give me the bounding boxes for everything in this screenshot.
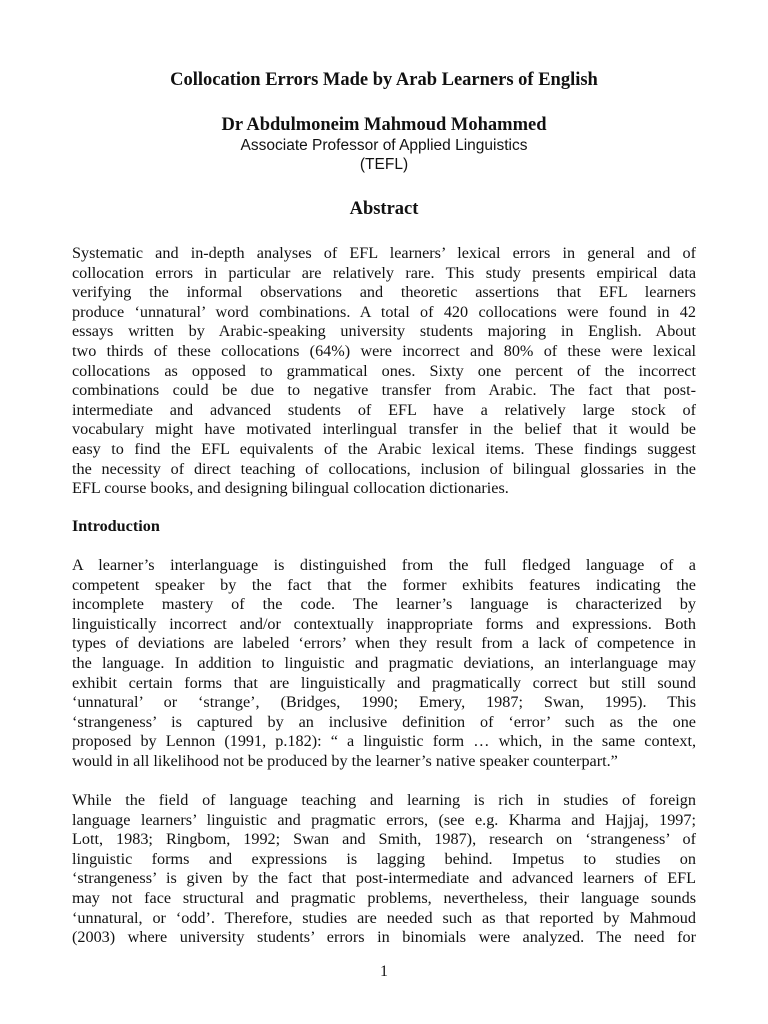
author-name: Dr Abdulmoneim Mahmoud Mohammed bbox=[221, 115, 547, 135]
text-line: ‘strangeness’ is captured by an inclusive definition of ‘error’ such as the one bbox=[72, 712, 696, 731]
text-line: While the field of language teaching and learning is rich in studies of foreign bbox=[72, 791, 696, 809]
text-line: combinations could be due to negative transfer from Arabic. The fact that post- bbox=[72, 381, 696, 400]
text-line: the language. In addition to linguistic and pragmatic deviations, an interlanguage may bbox=[72, 653, 696, 672]
affiliation-line: (TEFL) bbox=[359, 156, 409, 173]
text-line: proposed by Lennon (1991, p.182): “ a linguistic form … which, in the same context, bbox=[72, 732, 696, 751]
text-line: two thirds of these collocations (64%) were incorrect and 80% of these were lexical bbox=[72, 341, 696, 360]
introduction-paragraph-2 bbox=[72, 791, 696, 948]
abstract-paragraph bbox=[72, 244, 696, 499]
text-line: the necessity of direct teaching of collocations, inclusion of bilingual glossaries in the bbox=[72, 459, 696, 478]
text-line: linguistic forms and expressions is lagging behind. Impetus to studies on bbox=[72, 849, 696, 868]
page-number: 1 bbox=[380, 963, 388, 980]
author-affiliation bbox=[0, 136, 768, 174]
paper-title: Collocation Errors Made by Arab Learners of English bbox=[170, 70, 598, 90]
text-line: Systematic and in-depth analyses of EFL learners’ lexical errors in general and of bbox=[72, 244, 696, 262]
text-line: essays written by Arabic-speaking university students majoring in English. About bbox=[72, 322, 696, 341]
text-line: collocations as opposed to grammatical ones. Sixty one percent of the incorrect bbox=[72, 361, 696, 380]
text-line: exhibit certain forms that are linguistically and pragmatically correct but still sound bbox=[72, 673, 696, 692]
text-line: collocation errors in particular are relatively rare. This study presents empirical data bbox=[72, 263, 696, 282]
text-line: linguistically incorrect and/or contextually inappropriate forms and expressions. Both bbox=[72, 614, 696, 633]
text-line: vocabulary might have motivated interlingual transfer in the belief that it would be bbox=[72, 420, 696, 439]
text-line: produce ‘unnatural’ word combinations. A total of 420 collocations were found in 42 bbox=[72, 302, 696, 321]
text-line: language learners’ linguistic and pragmatic errors, (see e.g. Kharma and Hajjaj, 1997; bbox=[72, 810, 696, 829]
text-line: incomplete mastery of the code. The learner’s language is characterized by bbox=[72, 595, 696, 614]
text-line: may not face structural and pragmatic problems, nevertheless, their language sounds bbox=[72, 888, 696, 907]
text-line: verifying the informal observations and theoretic assertions that EFL learners bbox=[72, 283, 696, 302]
text-line: would in all likelihood not be produced by the learner’s native speaker counterpart.” bbox=[72, 751, 618, 770]
affiliation-line: Associate Professor of Applied Linguistics bbox=[240, 137, 528, 154]
text-line: ‘strangeness’ is given by the fact that post-intermediate and advanced learners of EFL bbox=[72, 869, 696, 888]
text-line: easy to find the EFL equivalents of the Arabic lexical items. These findings suggest bbox=[72, 439, 696, 458]
text-line: (2003) where university students’ errors in binomials were analyzed. The need for bbox=[72, 928, 696, 947]
text-line: ‘unnatural, or ‘odd’. Therefore, studies are needed such as that reported by Mahmoud bbox=[72, 908, 696, 927]
text-line: EFL course books, and designing bilingual collocation dictionaries. bbox=[72, 479, 509, 498]
text-line: ‘unnatural’ or ‘strange’, (Bridges, 1990; Emery, 1987; Swan, 1995). This bbox=[72, 693, 696, 712]
abstract-heading: Abstract bbox=[349, 199, 419, 219]
text-line: types of deviations are labeled ‘errors’ when they result from a lack of competence in bbox=[72, 634, 696, 653]
introduction-heading: Introduction bbox=[72, 517, 160, 535]
text-line: A learner’s interlanguage is distinguished from the full fledged language of a bbox=[72, 556, 696, 574]
text-line: intermediate and advanced students of EFL have a relatively large stock of bbox=[72, 400, 696, 419]
introduction-paragraph-1 bbox=[72, 556, 696, 772]
text-line: competent speaker by the fact that the former exhibits features indicating the bbox=[72, 575, 696, 594]
text-line: Lott, 1983; Ringbom, 1992; Swan and Smith, 1987), research on ‘strangeness’ of bbox=[72, 830, 696, 849]
